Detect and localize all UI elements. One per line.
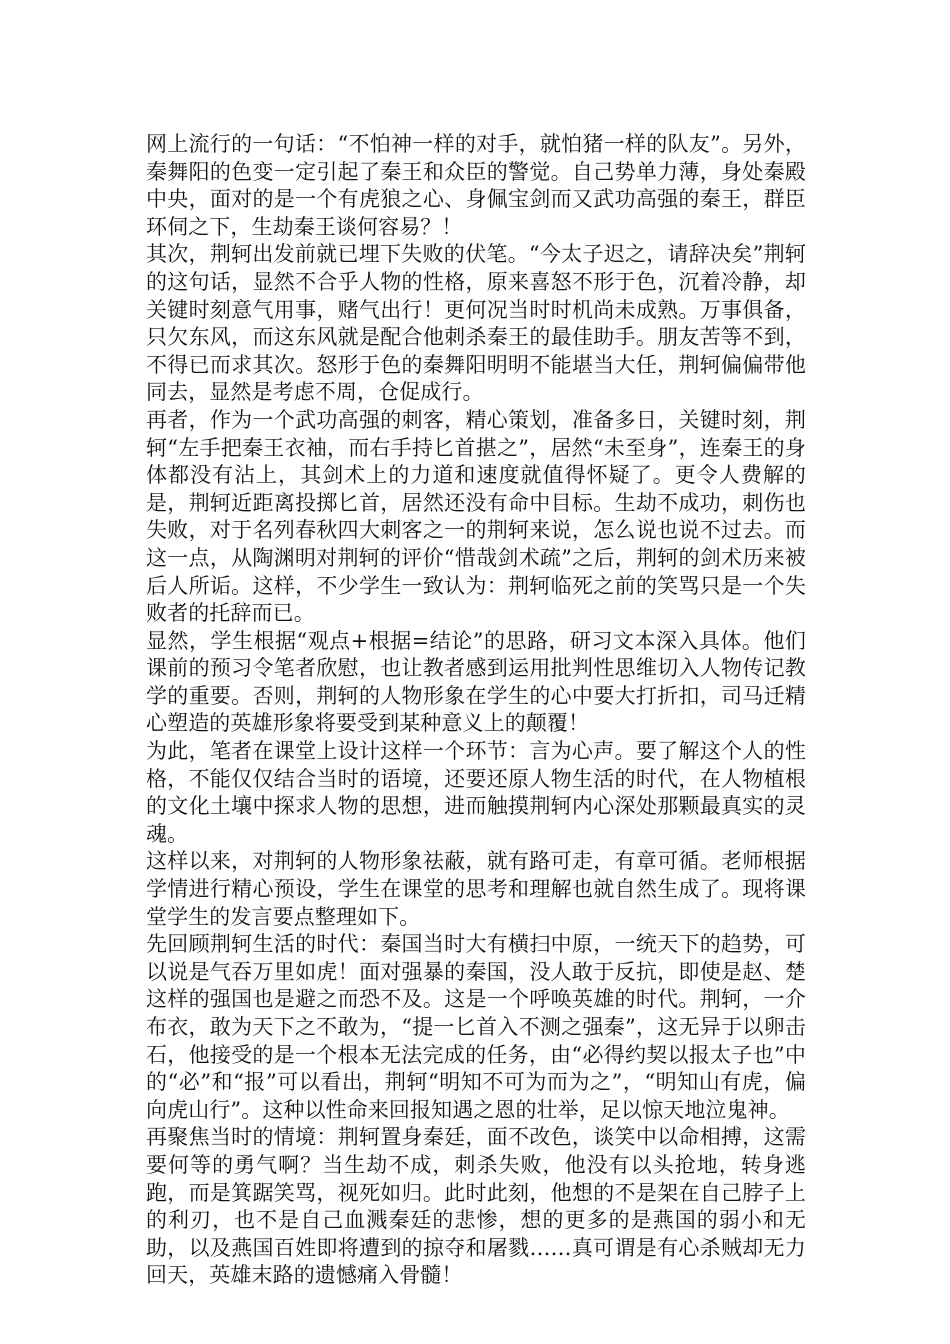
paragraph-8: 再聚焦当时的情境：荆轲置身秦廷，面不改色，谈笑中以命相搏，这需要何等的勇气啊？当生劫不成，刺杀失败，他没有以头抢地，转身逃跑，而是箕踞笑骂，视死如归。此时此刻，他想的不是架在自己脖子上的利刃，也不是自己血溅秦廷的悲惨，想的更多的是燕国的弱小和无助，以及燕国百姓即将遭到的掠夺和屠戮……真可谓是有心杀贼却无力回天，英雄末路的遗憾痛入骨髓！ (146, 1125, 806, 1288)
paragraph-2: 其次，荆轲出发前就已埋下失败的伏笔。“今太子迟之，请辞决矣”荆轲的这句话，显然不合乎人物的性格，原来喜怒不形于色，沉着冷静，却关键时刻意气用事，赌气出行！更何况当时时机尚未成熟。万事俱备，只欠东风，而这东风就是配合他刺杀秦王的最佳助手。朋友苦等不到，不得已而求其次。怒形于色的秦舞阳明明不能堪当大任，荆轲偏偏带他同去，显然是考虑不周，仓促成行。 (146, 242, 806, 405)
document-body (146, 131, 806, 1290)
paragraph-3: 再者，作为一个武功高强的刺客，精心策划，准备多日，关键时刻，荆轲“左手把秦王衣袖，而右手持匕首揕之”，居然“未至身”，连秦王的身体都没有沾上，其剑术上的力道和速度就值得怀疑了。更令人费解的是，荆轲近距离投掷匕首，居然还没有命中目标。生劫不成功，刺伤也失败，对于名列春秋四大刺客之一的荆轲来说，怎么说也说不过去。而这一点，从陶渊明对荆轲的评价“惜哉剑术疏”之后，荆轲的剑术历来被后人所诟。这样，不少学生一致认为：荆轲临死之前的笑骂只是一个失败者的托辞而已。 (146, 407, 806, 626)
paragraph-6: 这样以来，对荆轲的人物形象祛蔽，就有路可走，有章可循。老师根据学情进行精心预设，学生在课堂的思考和理解也就自然生成了。现将课堂学生的发言要点整理如下。 (146, 849, 806, 929)
paragraph-5: 为此，笔者在课堂上设计这样一个环节：言为心声。要了解这个人的性格，不能仅仅结合当时的语境，还要还原人物生活的时代，在人物植根的文化土壤中探求人物的思想，进而触摸荆轲内心深处那颗最真实的灵魂。 (146, 739, 806, 846)
paragraph-4: 显然，学生根据“观点+根据=结论”的思路，研习文本深入具体。他们课前的预习令笔者欣慰，也让教者感到运用批判性思维切入人物传记教学的重要。否则，荆轲的人物形象在学生的心中要大打折扣，司马迁精心塑造的英雄形象将要受到某种意义上的颠覆！ (146, 628, 806, 736)
paragraph-1: 网上流行的一句话：“不怕神一样的对手，就怕猪一样的队友”。另外，秦舞阳的色变一定引起了秦王和众臣的警觉。自己势单力薄，身处秦殿中央，面对的是一个有虎狼之心、身佩宝剑而又武功高强的秦王，群臣环伺之下，生劫秦王谈何容易？！ (146, 132, 806, 239)
paragraph-7: 先回顾荆轲生活的时代：秦国当时大有横扫中原，一统天下的趋势，可以说是气吞万里如虎！面对强暴的秦国，没人敢于反抗，即使是赵、楚这样的强国也是避之而恐不及。这是一个呼唤英雄的时代。荆轲，一介布衣，敢为天下之不敢为，“提一匕首入不测之强秦”，这无异于以卵击石，他接受的是一个根本无法完成的任务，由“必得约契以报太子也”中的“必”和“报”可以看出，荆轲“明知不可为而为之”，“明知山有虎，偏向虎山行”。这种以性命来回报知遇之恩的壮举，足以惊天地泣鬼神。 (146, 932, 806, 1122)
